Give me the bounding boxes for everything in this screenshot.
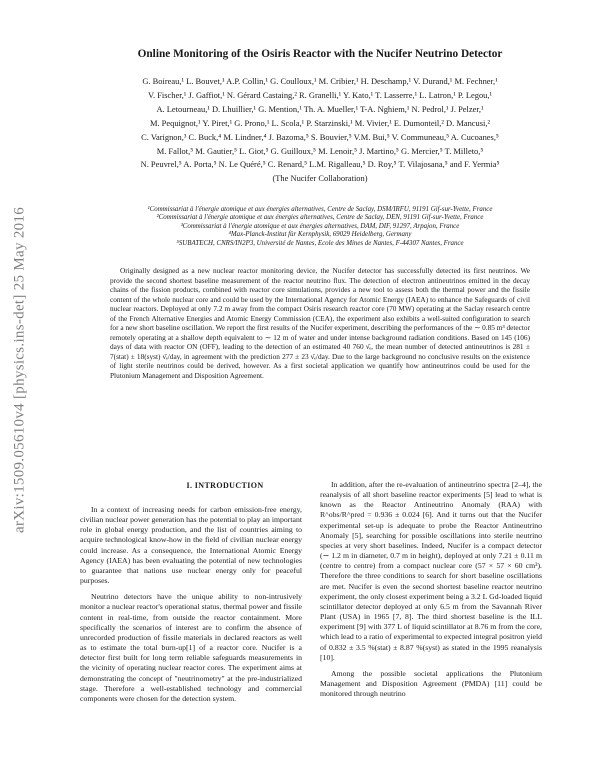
paragraph: Neutrino detectors have the unique ability to non-intrusively monitor a nuclear reactor's operational status, thermal power and fissile content in real-time, from outside the reactor containment. More specifically the scenarios of interest are to confirm the absence of unrecorded production of fissile materials in declared reactors as well as to estimate the total burn-up[1] of a reactor core. Nucifer is a detector first built for long term reliable safeguards measurements in the vicinity of operating nuclear reactor cores. The experiment aims at demonstrating the concept of "neutrinometry" at the pre-industrialized stage. Therefore a well-established technology and commercial components were chosen for the detection system. <box>80 592 302 703</box>
affiliation: ²Commissariat à l'énergie atomique et aux énergies alternatives, Centre de Saclay, DEN, 91191 Gif-sur-Yvette, France <box>156 214 484 222</box>
affiliation-list <box>62 206 578 248</box>
author-line: V. Fischer,¹ J. Gaffiot,¹ N. Gérard Castaing,² R. Granelli,¹ Y. Kato,¹ T. Lasserre,¹ L. Latron,¹ P. Legou,¹ <box>147 89 493 100</box>
paragraph: In a context of increasing needs for carbon emission-free energy, civilian nuclear power generation has the potential to play an important role in global energy production, and the list of countries aiming to acquire technological know-how in the field of civilian nuclear energy could increase. As a consequence, the International Atomic Energy Agency (IAEA) has been evaluating the potential of new technologies to guarantee that nations use nuclear energy only for peaceful purposes. <box>80 505 302 586</box>
affiliation: ¹Commissariat à l'énergie atomique et aux énergies alternatives, Centre de Saclay, DSM/IRFU, 91191 Gif-sur-Yvette, France <box>147 206 493 213</box>
author-list <box>62 75 578 186</box>
left-column <box>80 505 302 710</box>
affiliation: ³Commissariat à l'énergie atomique et aux énergies alternatives, DAM, DIF, 91297, Arpajon, France <box>180 222 460 230</box>
author-line: M. Fallot,⁵ M. Gautier,⁵ L. Giot,⁵ G. Guilloux,⁵ M. Lenoir,⁵ J. Martino,⁵ G. Mercier,⁵ T. Milleto,⁵ <box>156 145 484 156</box>
paper-title: Online Monitoring of the Osiris Reactor with the Nucifer Neutrino Detector <box>137 48 503 60</box>
author-line: A. Letourneau,¹ D. Lhuillier,¹ G. Mention,¹ Th. A. Mueller,¹ T-A. Nghiem,¹ N. Pedrol,¹ J. Pelzer,¹ <box>156 103 484 114</box>
abstract: Originally designed as a new nuclear reactor monitoring device, the Nucifer detector has successfully detected its first neutrinos. We provide the second shortest baseline measurement of the reactor neutrino flux. The detection of electron antineutrinos emitted in the decay chains of the fission products, combined with reactor core simulations, provides a new tool to assess both the thermal power and the fissile content of the whole nuclear core and could be used by the International Agency for Atomic Energy (IAEA) to enhance the Safeguards of civil nuclear reactors. Deployed at only 7.2 m away from the compact Osiris research reactor core (70 MW) operating at the Saclay research centre of the French Alternative Energies and Atomic Energy Commission (CEA), the experiment also exhibits a well-suited configuration to search for a new short baseline oscillation. We report the first results of the Nucifer experiment, describing the performances of the ∼ 0.85 m³ detector remotely operating at a shallow depth equivalent to ∼ 12 m of water and under intense background radiation conditions. Based on 145 (106) days of data with reactor ON (OFF), leading to the detection of an estimated 40 760 ν̄ₑ, the mean number of detected antineutrinos is 281 ± 7(stat) ± 18(syst) ν̄ₑ/day, in agreement with the prediction 277 ± 23 ν̄ₑ/day. Due to the large background no conclusive results on the existence of light sterile neutrinos could be derived, however. As a first societal application we quantify how antineutrinos could be used for the Plutonium Management and Disposition Agreement. <box>110 266 530 380</box>
author-line: G. Boireau,¹ L. Bouvet,¹ A.P. Collin,¹ G. Coulloux,¹ M. Cribier,¹ H. Deschamp,¹ V. Durand,¹ M. Fechner,¹ <box>142 76 498 86</box>
affiliation: ⁴Max-Planck-Institut für Kernphysik, 69029 Heidelberg, Germany <box>228 231 412 239</box>
arxiv-identifier <box>8 150 32 590</box>
affiliation: ⁵SUBATECH, CNRS/IN2P3, Université de Nantes, Ecole des Mines de Nantes, F-44307 Nantes, France <box>176 239 464 247</box>
author-line: C. Varignon,³ C. Buck,⁴ M. Lindner,⁴ J. Bazoma,⁵ S. Bouvier,⁵ V.M. Bui,⁵ V. Communeau,⁵ A. Cucoanes,⁵ <box>141 131 499 142</box>
arxiv-id-text: arXiv:1509.05610v4 [physics.ins-det] 25 May 2016 <box>11 206 28 534</box>
paragraph: Among the possible societal applications the Plutonium Management and Disposition Agreement (PMDA) [11] could be monitored through neutrino <box>320 668 542 699</box>
author-line: M. Pequignot,¹ Y. Piret,¹ G. Prono,¹ L. Scola,¹ P. Starzinski,¹ M. Vivier,¹ E. Dumonteil,² D. Mancusi,² <box>149 117 491 128</box>
paragraph: In addition, after the re-evaluation of antineutrino spectra [2–4], the reanalysis of all short baseline reactor experiments [5] lead to what is known as the Reactor Antineutrino Anomaly (RAA) with R^obs/R^pred = 0.936 ± 0.024 [6]. And it turns out that the Nucifer experimental set-up is adequate to probe the Reactor Antineutrino Anomaly [5], searching for possible oscillations into sterile neutrino species at very short baselines. Indeed, Nucifer is a compact detector (∼ 1.2 m in diameter, 0.7 m in height), deployed at only 7.21 ± 0.11 m (centre to centre) from a compact nuclear core (57 × 57 × 60 cm³). Therefore the three conditions to search for short baseline oscillations are met. Nucifer is even the second shortest baseline reactor neutrino experiment, the only closest experiment being a 3.2 L Gd-loaded liquid scintillator detector deployed at only 6.5 m from the Savannah River Plant (USA) in 1965 [7, 8]. The third shortest baseline is the ILL experiment [9] with 377 L of liquid scintillator at 8.76 m from the core, which lead to a ratio of experimental to expected integral positron yield of 0.832 ± 3.5 %(stat) ± 8.87 %(syst) as stated in the 1995 reanalysis [10]. <box>320 480 542 662</box>
right-column <box>320 480 542 705</box>
collaboration-name: (The Nucifer Collaboration) <box>272 173 368 184</box>
section-heading: I. INTRODUCTION <box>186 481 264 490</box>
author-line: N. Peuvrel,⁵ A. Porta,⁵ N. Le Quéré,⁵ C. Renard,⁵ L.M. Rigalleau,⁵ D. Roy,⁵ T. Vilajosana,⁵ and F. Yermia⁵ <box>140 159 500 170</box>
